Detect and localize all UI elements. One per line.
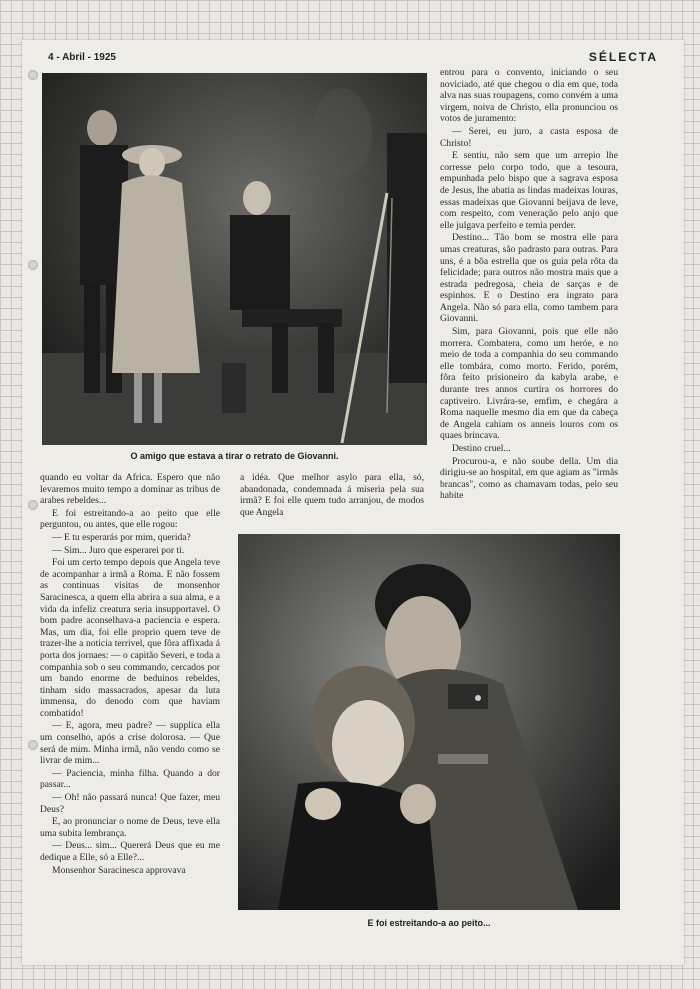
paragraph: — Deus... sim... Quererá Deus que eu me dedique a Elle, só a Elle?... (40, 840, 220, 863)
binder-hole (28, 740, 38, 750)
paragraph: — Serei, eu juro, a casta esposa de Christo! (440, 125, 618, 149)
top-photo (42, 73, 427, 445)
paragraph: — Oh! não passará nunca! Que fazer, meu Deus? (40, 792, 220, 815)
magazine-page (22, 40, 684, 965)
paragraph: quando eu voltar da Africa. Espero que não levaremos muito tempo a dominar as tribus de arabes rebeldes... (40, 472, 220, 507)
bottom-photo (238, 534, 620, 910)
paragraph: E, ao pronunciar o nome de Deus, teve ella uma subita lembrança. (40, 816, 220, 839)
binder-hole (28, 260, 38, 270)
binder-hole (28, 500, 38, 510)
paragraph: Destino cruel... (452, 443, 511, 454)
bottom-photo-caption: E foi estreitando-a ao peito... (367, 918, 491, 928)
paragraph: Procurou-a, e não soube della. Um dia dirigiu-se ao hospital, em que agiam as "irmãs brancas", como as chamavam todas, pelo seu habite (440, 455, 618, 502)
paragraph: E foi estreitando-a ao peito que elle perguntou, ou antes, que elle rogou: (40, 507, 220, 531)
top-photo-image (42, 73, 427, 445)
top-photo-caption: O amigo que estava a tirar o retrato de Giovanni. (130, 451, 339, 461)
magazine-title: SÉLECTA (588, 50, 658, 64)
paragraph: E sentiu, não sem que um arrepio lhe corresse pelo corpo todo, que a tesoura, empunhada pelo bispo que a sagrava esposa de Jesus, lhe abatia as lindas madeixas louras, essas madeixas que Giovanni beijava de leve, com respeito, com veneração pelo anjo que elle julgava perfeito e temia perder. (440, 150, 618, 231)
binder-hole (28, 70, 38, 80)
paragraph: Destino... Tão bom se mostra elle para umas creaturas, são padrasto para outras. Para uns, é a bôa estrella que os guia pela rôta da felicidade; para outros não mostra mais que a estrada pedregosa, cheia de sarças e de espinhos. E o Destino era ingrato para Angela. Não só para ella, como tambem para Giovanni. (440, 232, 618, 325)
issue-date: 4 - Abril - 1925 (48, 52, 116, 63)
paragraph: Monsenhor Saracinesca approvava (52, 864, 186, 876)
paragraph: — Sim... Juro que esperarei por ti. (52, 544, 185, 556)
middle-text-column (240, 472, 424, 519)
paragraph: Foi um certo tempo depois que Angela teve de acompanhar a irmã a Roma. E não fossem as continuas visitas de monsenhor Saracinesca, a quem ella abrira a sua alma, e a vida da infeliz creatura seria insupportavel. O bom padre aconselhava-a paciencia e espera. Mas, um dia, foi elle proprio quem teve de trazer-lhe a noticia terrivel, que fôra affixada á porta dos jornaes: — o capitão Severi, e toda a companhia sob o seu commando, cercados por um bando enorme de beduinos rebeldes, tinham sido massacrados, apesar da luta immensa, do denodo com que haviam combatido! (40, 557, 220, 719)
paragraph: — Paciencia, minha filha. Quando a dor passar... (40, 767, 220, 791)
bottom-photo-image (238, 534, 620, 910)
right-text-column (440, 67, 618, 503)
left-text-column (40, 472, 220, 877)
paragraph: — E, agora, meu padre? — supplica ella um conselho, após a crise dolorosa. — Que será de mim. Minha irmã, não vendo como se livrar de mim... (40, 720, 220, 767)
paragraph: Sim, para Giovanni, pois que elle não morrera. Combatera, como um heróe, e no meio de toda a companhia do seu commando elle tombára, como morto. Ferido, porém, fôra feito prisioneiro da kabyla arabe, e durante tres annos curtira os horrores do captiveiro. Livrára-se, emfim, e chegára a Roma naquelle mesmo dia em que da cabeça de Angela cahiam os anneis louros com os quaes brincava. (440, 326, 618, 442)
paragraph: a idéa. Que melhor asylo para ella, só, abandonada, condemnada á miseria pela sua irmã? E foi elle quem tudo arranjou, de modos que Angela (240, 472, 424, 518)
paragraph: entrou para o convento, iniciando o seu noviciado, até que chegou o dia em que, toda alva nas suas roupagens, como convém a uma virgem, noiva de Christo, ella pronunciou os votos de juramento: (440, 67, 618, 125)
paragraph: — E tu esperarás por mim, querida? (52, 531, 191, 543)
